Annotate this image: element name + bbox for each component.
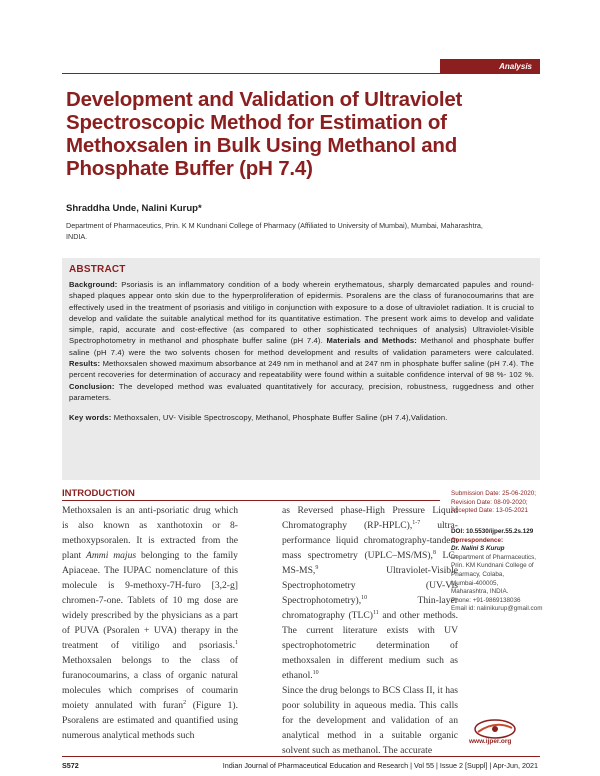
- introduction-rule: [62, 500, 440, 501]
- intro-paragraph-2: as Reversed phase-High Pressure Liquid Chromatography (RP-HPLC),$^{1-7}$ ultra-performance liquid chromatography-tandem mass spectrometry (UPLC–MS/MS),$^8$ LC-MS-MS,$^9$ Ultraviolet-Visible Spectrophotometry (UV-Vis Spectrophotometry),$^{10}$ Thin-layer chromatography (TLC)$^{11}$ and other methods. The current literature exists with UV spectrophotometric determination of methoxsalen in different medium such as ethanol.$^{10}$: [282, 505, 459, 681]
- body-column-1: [62, 503, 238, 743]
- header-rule: [62, 73, 540, 74]
- affiliation: Department of Pharmaceutics, Prin. K M Kundnani College of Pharmacy (Affiliated to University of Mumbai), Mumbai, Maharashtra, INDIA.: [66, 221, 483, 241]
- body-column-2: [282, 503, 458, 758]
- journal-citation: Indian Journal of Pharmaceutical Education and Research | Vol 55 | Issue 2 [Suppl] | Apr-Jun, 2021: [222, 761, 538, 770]
- page-number: S572: [62, 761, 79, 770]
- footer-rule: [62, 756, 540, 757]
- section-tag: Analysis: [440, 59, 540, 74]
- doi[interactable]: DOI: 10.5530/ijper.55.2s.129: [451, 528, 534, 535]
- article-title: Development and Validation of Ultraviolet Spectroscopic Method for Estimation of Methoxsalen in Bulk Using Methanol and Phosphate Buffer (pH 7.4): [66, 88, 463, 180]
- website-link[interactable]: www.ijper.org: [469, 738, 512, 745]
- intro-paragraph-3: Since the drug belongs to BCS Class II, it has poor solubility in aqueous media. This calls for the development and validation of an analytical method in a suitable organic solvent such as methanol. The accurate: [282, 685, 458, 756]
- correspondence-heading: Correspondence:: [451, 536, 504, 544]
- intro-paragraph-1: Methoxsalen is an anti-psoriatic drug which is also known as xanthotoxin or 8-methoxypsoralen. It is extracted from the plant Ammi majus belonging to the family Apiaceae. The IUPAC nomenclature of this molecule is 9-methoxy-7H-furo [3,2-g] chromen-7-one. Tablets of 10 mg dose are widely prescribed by the physicians as a part of PUVA (Psoralen + UVA) therapy in the treatment of vitiligo and psoriasis.$^1$ Methoxsalen belongs to the class of furanocoumarins, a class of organic natural molecules which comprises of coumarin moiety annulated with furan$^2$ (Figure 1). Psoralens are estimated and quantified using numerous analytical methods such: [62, 505, 238, 741]
- abstract-text: Background: Psoriasis is an inflammatory condition of a body wherein erythematous, sharply demarcated papules and round-shaped plaques appear onto skin due to the hyperproliferation of epidermis. Psoralens are the class of furanocoumarins that are effectively used in the treatment of psoriasis and vitiligo in conjunction with exposure to a dose of ultraviolet radiation. It is crucial to develop and validate the suitable analytical method for its quantitative estimation. The present work aims to develop and validate simple, rapid, accurate and cost-effective (as compared to other sophisticated techniques of analysis) Ultraviolet-Visible Spectrophotometry in methanol and phosphate buffer saline (pH 7.4). Materials and Methods: Methanol and phosphate buffer saline (pH 7.4) were the two solvents chosen for method development and results of validation parameters were calculated. Results: Methoxsalen showed maximum absorbance at 249 nm in methanol and at 247 nm in phosphate buffer saline (pH 7.4). The percent recoveries for determination of accuracy and repeatability were found within a suitable confidence interval of 98 %- 102 %. Conclusion: The developed method was evaluated quantitatively for accuracy, precision, robustness, ruggedness and other parameters.: [69, 280, 534, 402]
- abstract-box: [62, 258, 540, 480]
- keywords: Key words: Methoxsalen, UV- Visible Spectroscopy, Methanol, Phosphate Buffer Saline (pH 7.4),Validation.: [69, 413, 448, 423]
- abstract-heading: ABSTRACT: [69, 264, 126, 275]
- correspondence-name: Dr. Nalini S Kurup: [451, 545, 505, 553]
- journal-logo-icon: [470, 718, 520, 740]
- article-dates: Submission Date: 25-06-2020; Revision Date: 08-09-2020; Accepted Date: 13-05-2021: [451, 490, 537, 515]
- introduction-heading: INTRODUCTION: [62, 488, 135, 499]
- doi-and-correspondence: DOI: 10.5530/ijper.55.2s.129 Correspondence: Dr. Nalini S Kurup Department of Pharmaceutics, Prin. KM Kundnani College of Pharmacy, Colaba, Mumbai-400005, Maharashtra, INDIA. Phone: +91-9869138036 Email id: nalinikurup@gmail.com: [451, 528, 561, 614]
- email-link[interactable]: Email id: nalinikurup@gmail.com: [451, 605, 543, 613]
- authors: Shraddha Unde, Nalini Kurup*: [66, 203, 202, 214]
